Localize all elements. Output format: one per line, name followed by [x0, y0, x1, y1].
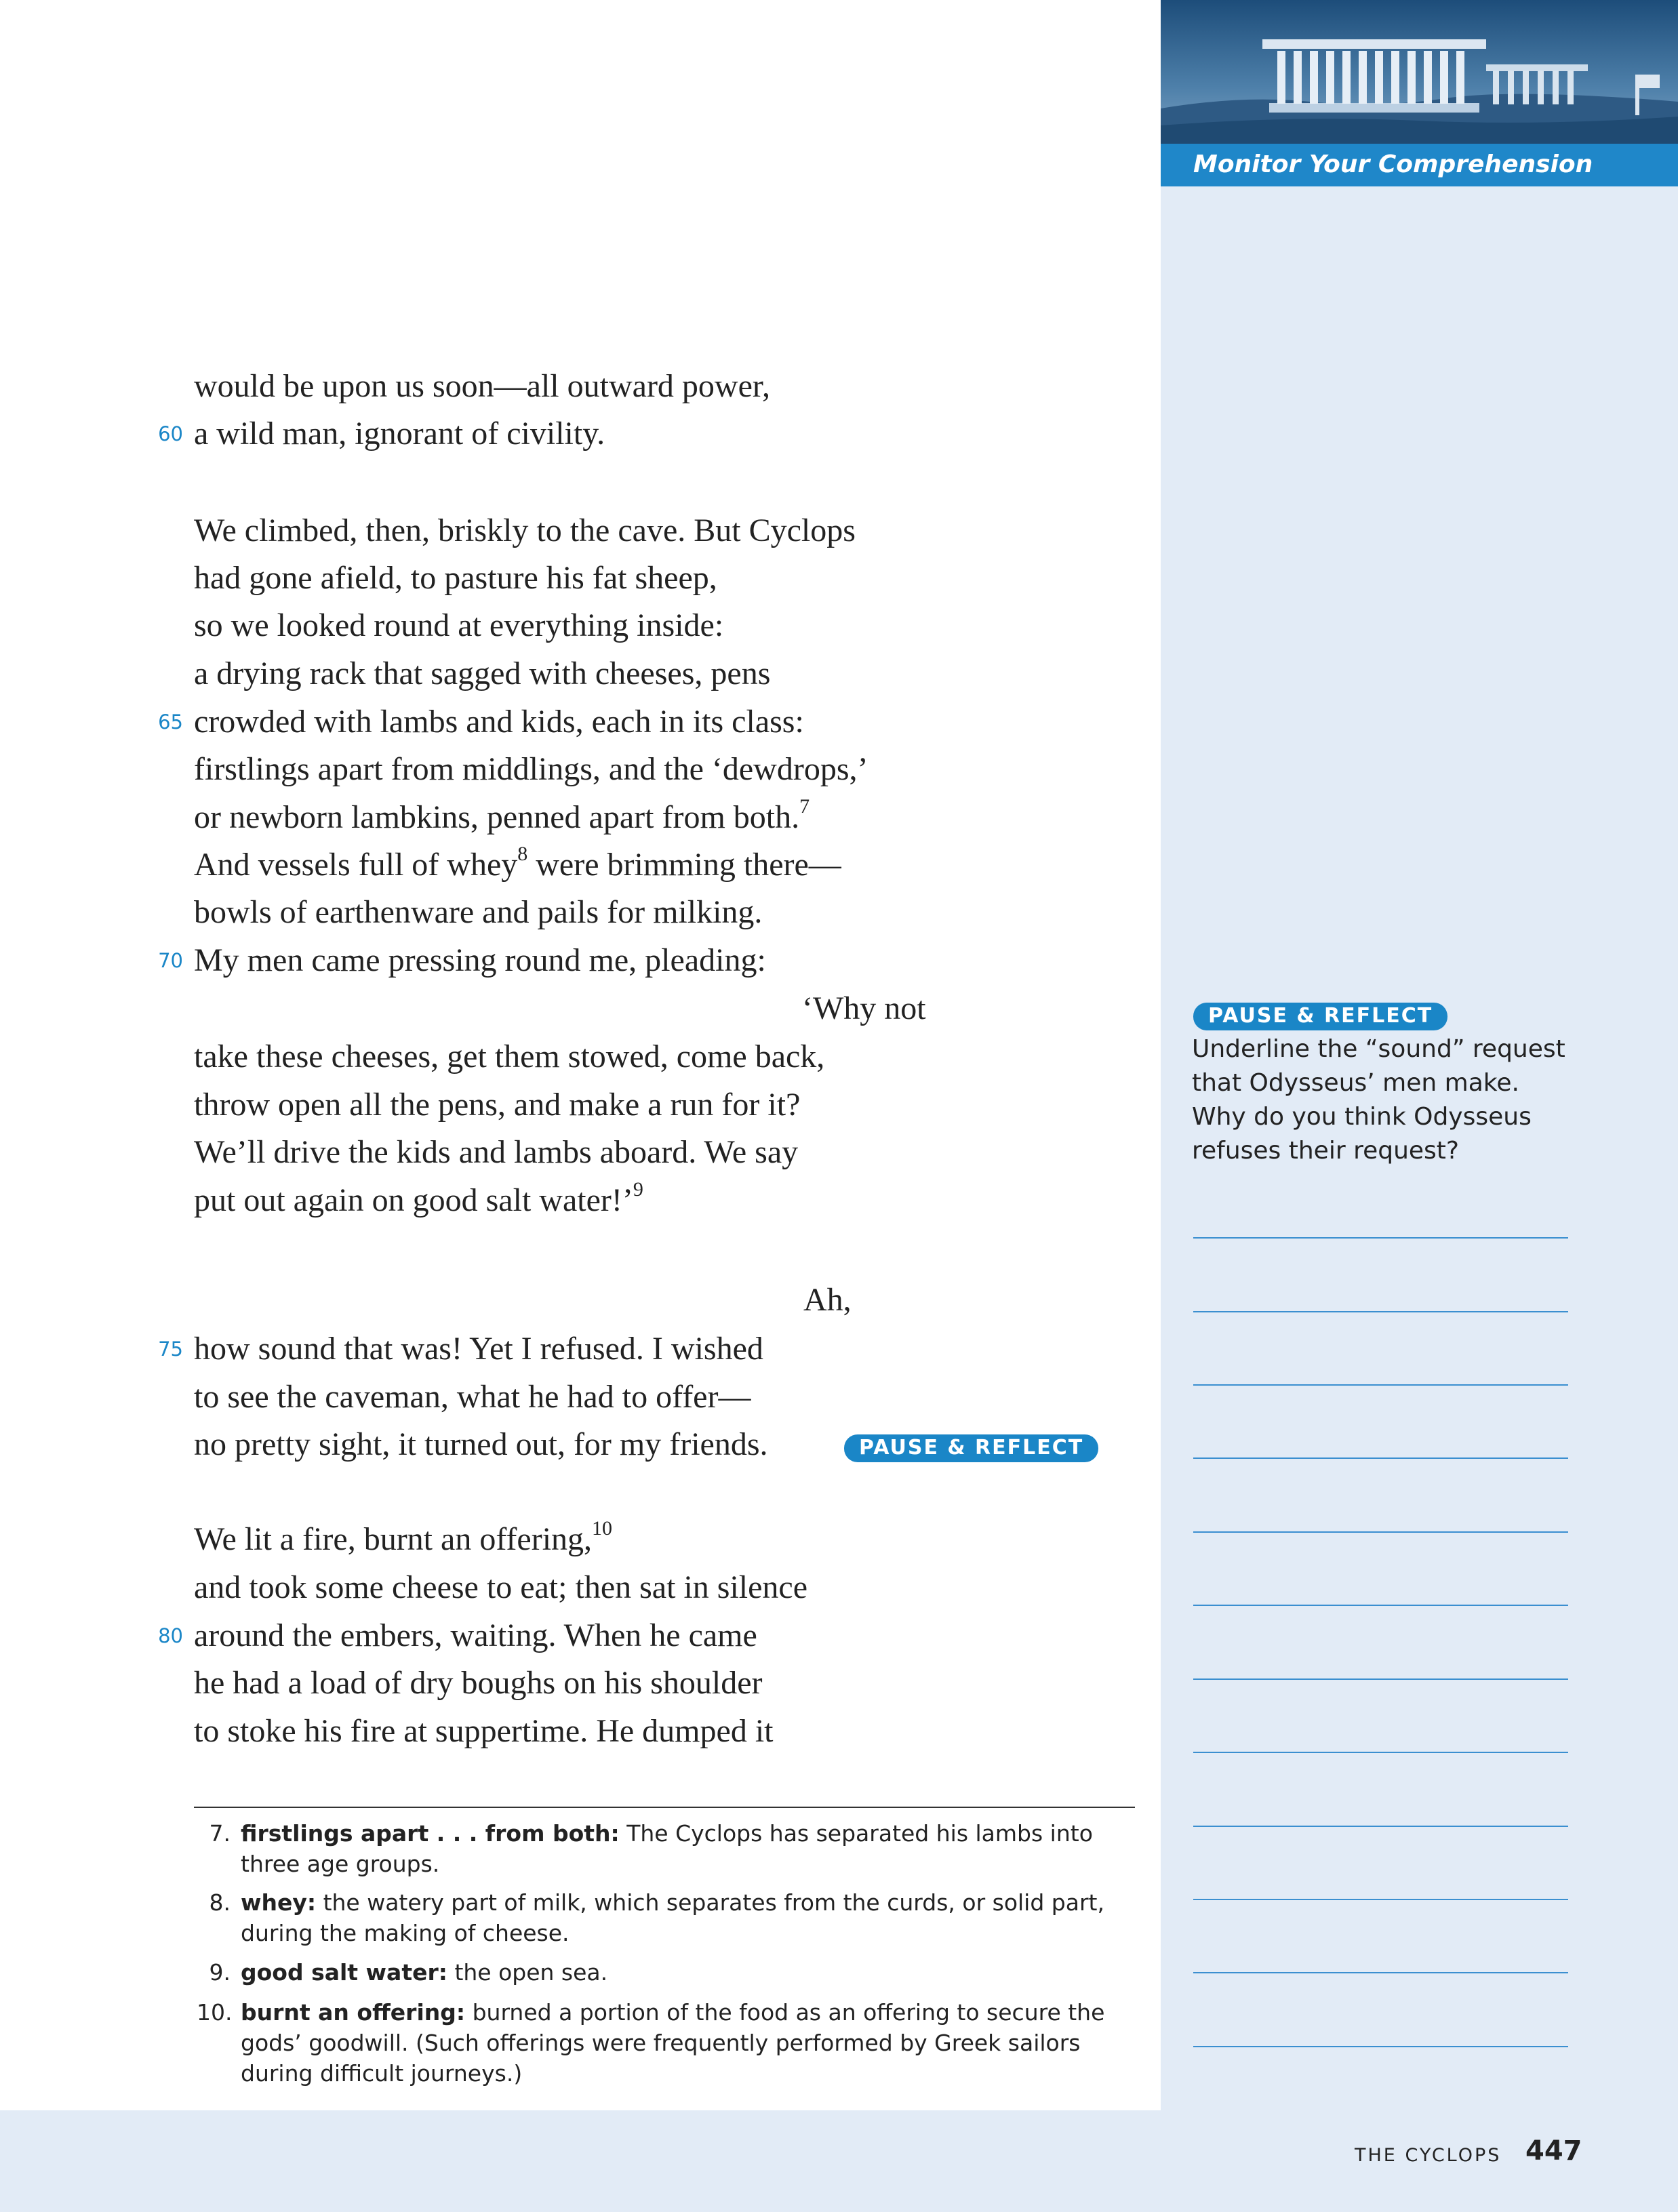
footnote-ref: 9: [633, 1178, 643, 1201]
poem-line: bowls of earthenware and pails for milking.: [194, 894, 763, 930]
poem-line-text: We lit a fire, burnt an offering,: [194, 1521, 593, 1557]
line-number: 80: [158, 1624, 183, 1647]
poem-line: Ah,: [803, 1282, 852, 1318]
running-head: THE CYCLOPS: [1355, 2145, 1502, 2166]
footnote-term: whey:: [241, 1889, 317, 1916]
answer-line[interactable]: [1193, 1826, 1568, 1827]
poem-line: crowded with lambs and kids, each in its class:: [194, 704, 804, 740]
answer-line[interactable]: [1193, 1899, 1568, 1900]
answer-line[interactable]: [1193, 1678, 1568, 1680]
poem-line: would be upon us soon—all outward power,: [194, 368, 770, 404]
footnote-text: [241, 1818, 1142, 1879]
poem-line: a drying rack that sagged with cheeses, pens: [194, 656, 771, 691]
poem-line: around the embers, waiting. When he came: [194, 1617, 757, 1653]
footnote-term: firstlings apart . . . from both:: [241, 1820, 620, 1847]
footnote-text: [241, 1887, 1142, 1948]
answer-line[interactable]: [1193, 1311, 1568, 1312]
poem-line: ‘Why not: [802, 990, 926, 1026]
poem-line: [194, 797, 810, 838]
poem-line: how sound that was! Yet I refused. I wished: [194, 1331, 763, 1367]
footnote-definition: burned a portion of the food as an offering to secure the gods’ goodwill. (Such offerings were frequently performed by Greek sailors during difficult journeys.): [241, 1999, 1105, 2087]
footnote-number: 8.: [209, 1889, 231, 1916]
pause-reflect-badge: PAUSE & REFLECT: [1193, 1003, 1447, 1030]
answer-line[interactable]: [1193, 1457, 1568, 1459]
poem-line: had gone afield, to pasture his fat sheep,: [194, 560, 717, 596]
poem-line: so we looked round at everything inside:: [194, 607, 724, 643]
line-number: 75: [158, 1338, 183, 1361]
poem-line: no pretty sight, it turned out, for my friends.: [194, 1426, 768, 1462]
poem-line-text: put out again on good salt water!’: [194, 1182, 633, 1218]
footnote-definition: the open sea.: [447, 1959, 608, 1986]
footnote-divider: [194, 1807, 1135, 1808]
footnote-number: 9.: [209, 1959, 231, 1986]
poem-line-text: were brimming there—: [527, 847, 841, 883]
answer-line[interactable]: [1193, 2046, 1568, 2047]
poem-line: [194, 1180, 643, 1221]
parthenon-photo: [1161, 0, 1678, 144]
monitor-header-label: Monitor Your Comprehension: [1193, 150, 1593, 178]
line-number: 70: [158, 949, 183, 972]
footnote-definition: the watery part of milk, which separates from the curds, or solid part, during the making of cheese.: [241, 1889, 1104, 1946]
footnote-definition: The Cyclops has separated his lambs into three age groups.: [241, 1820, 1093, 1877]
poem-line: We climbed, then, briskly to the cave. But Cyclops: [194, 512, 856, 548]
poem-line: firstlings apart from middlings, and the ‘dewdrops,’: [194, 751, 868, 787]
answer-line[interactable]: [1193, 1972, 1568, 1973]
line-number: 65: [158, 710, 183, 733]
answer-line[interactable]: [1193, 1384, 1568, 1386]
monitor-header: [1161, 144, 1678, 186]
footnote-term: good salt water:: [241, 1959, 447, 1986]
poem-line: and took some cheese to eat; then sat in silence: [194, 1569, 808, 1605]
answer-line[interactable]: [1193, 1531, 1568, 1533]
footnote-number: 10.: [197, 1999, 233, 2026]
answer-line[interactable]: [1193, 1752, 1568, 1753]
answer-line[interactable]: [1193, 1605, 1568, 1606]
poem-line: throw open all the pens, and make a run for it?: [194, 1087, 801, 1123]
footnote-ref: 7: [799, 795, 810, 818]
answer-line[interactable]: [1193, 1237, 1568, 1239]
poem-line: We’ll drive the kids and lambs aboard. We say: [194, 1134, 799, 1170]
footnote-text: [241, 1997, 1142, 2089]
poem-line: [194, 1519, 612, 1560]
reflect-prompt: Underline the “sound” request that Odysseus’ men make. Why do you think Odysseus refuses their request?: [1192, 1035, 1565, 1165]
poem-line: to see the caveman, what he had to offer—: [194, 1379, 751, 1415]
footnote-term: burnt an offering:: [241, 1999, 466, 2026]
line-number: 60: [158, 422, 183, 445]
poem-line: take these cheeses, get them stowed, come back,: [194, 1039, 825, 1074]
page-number: 447: [1525, 2135, 1582, 2167]
footnote-number: 7.: [209, 1820, 231, 1847]
footnote-ref: 10: [592, 1517, 613, 1540]
poem-line: [194, 845, 841, 885]
poem-line: a wild man, ignorant of civility.: [194, 416, 605, 451]
footnote-ref: 8: [517, 843, 528, 865]
poem-line-text: or newborn lambkins, penned apart from both.: [194, 799, 800, 835]
poem-line: he had a load of dry boughs on his shoulder: [194, 1665, 763, 1701]
footnote-text: [241, 1957, 1142, 1988]
poem-line: My men came pressing round me, pleading:: [194, 942, 766, 978]
poem-line: to stoke his fire at suppertime. He dumped it: [194, 1713, 774, 1749]
poem-line-text: And vessels full of whey: [194, 847, 518, 883]
pause-reflect-badge-inline: PAUSE & REFLECT: [844, 1434, 1098, 1462]
